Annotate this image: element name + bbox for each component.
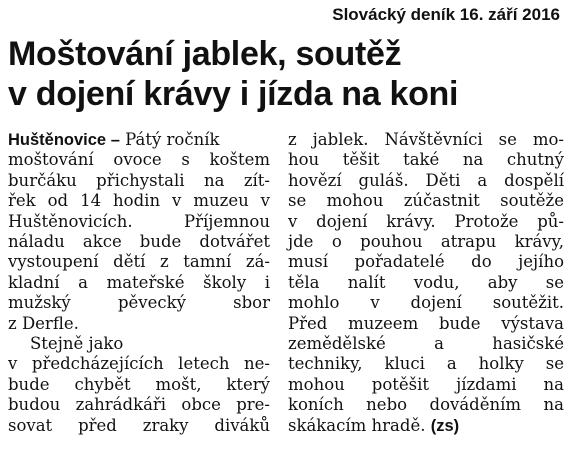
text-line: sovat před zraky diváků [8, 415, 270, 435]
text-line: těla nalít vodu, aby se [288, 272, 564, 292]
text-line: v dojení krávy. Protože pů- [288, 211, 564, 231]
dateline: Huštěnovice – [8, 131, 120, 149]
text-line: Stejně jako [30, 334, 124, 354]
text-line: techniky, kluci a holky se [288, 354, 564, 374]
text-line: náladu akce bude dotvářet [8, 232, 270, 252]
source-line: Slovácký deník 16. září 2016 [332, 5, 560, 24]
text-line: jde o pouhou atrapu krávy, [288, 232, 564, 252]
text-line: budou zahrádkáři obce pre- [8, 395, 270, 415]
text-line: řek od 14 hodin v muzeu v [8, 191, 270, 211]
article-column-left [8, 130, 270, 436]
text-line: z Derfle. [8, 313, 79, 333]
text-line: moštování ovoce s koštem [8, 150, 270, 170]
text-line [288, 416, 564, 436]
text-line: mohlo v dojení soutěžit. [288, 293, 564, 313]
text-line: hou těšit také na chutný [288, 150, 564, 170]
text-line: burčáku přichystali na zít- [8, 170, 270, 190]
text-line: mohou potěšit jízdami na [288, 374, 564, 394]
text-line: musí pořadatelé do jejího [288, 252, 564, 272]
headline-line: v dojení krávy i jízda na koni [8, 75, 459, 113]
text-span: Pátý ročník [119, 130, 220, 149]
headline-line: Moštování jablek, soutěž [8, 35, 402, 73]
text-line: koních nebo dováděním na [288, 395, 564, 415]
text-line: Huštěnovicích. Příjemnou [8, 211, 270, 231]
text-line: v předcházejících letech ne- [8, 354, 270, 374]
text-line: vystoupení dětí z tamní zá- [8, 252, 270, 272]
article-column-right [288, 130, 564, 436]
text-line: hovězí guláš. Děti a dospělí [288, 170, 564, 190]
text-line: se mohou zúčastnit soutěže [288, 191, 564, 211]
text-line: bude chybět mošt, který [8, 374, 270, 394]
text-line: kladní a mateřské školy i [8, 272, 270, 292]
text-line: z jablek. Návštěvníci se mo- [288, 130, 564, 149]
text-line: mužský pěvecký sbor [8, 293, 270, 313]
text-line: Před muzeem bude výstava [288, 313, 564, 333]
text-line [8, 130, 270, 150]
text-span: skákacím hradě. [288, 415, 426, 435]
text-line: zemědělské a hasičské [288, 334, 564, 354]
byline: (zs) [430, 416, 460, 435]
article-headline [8, 34, 568, 114]
